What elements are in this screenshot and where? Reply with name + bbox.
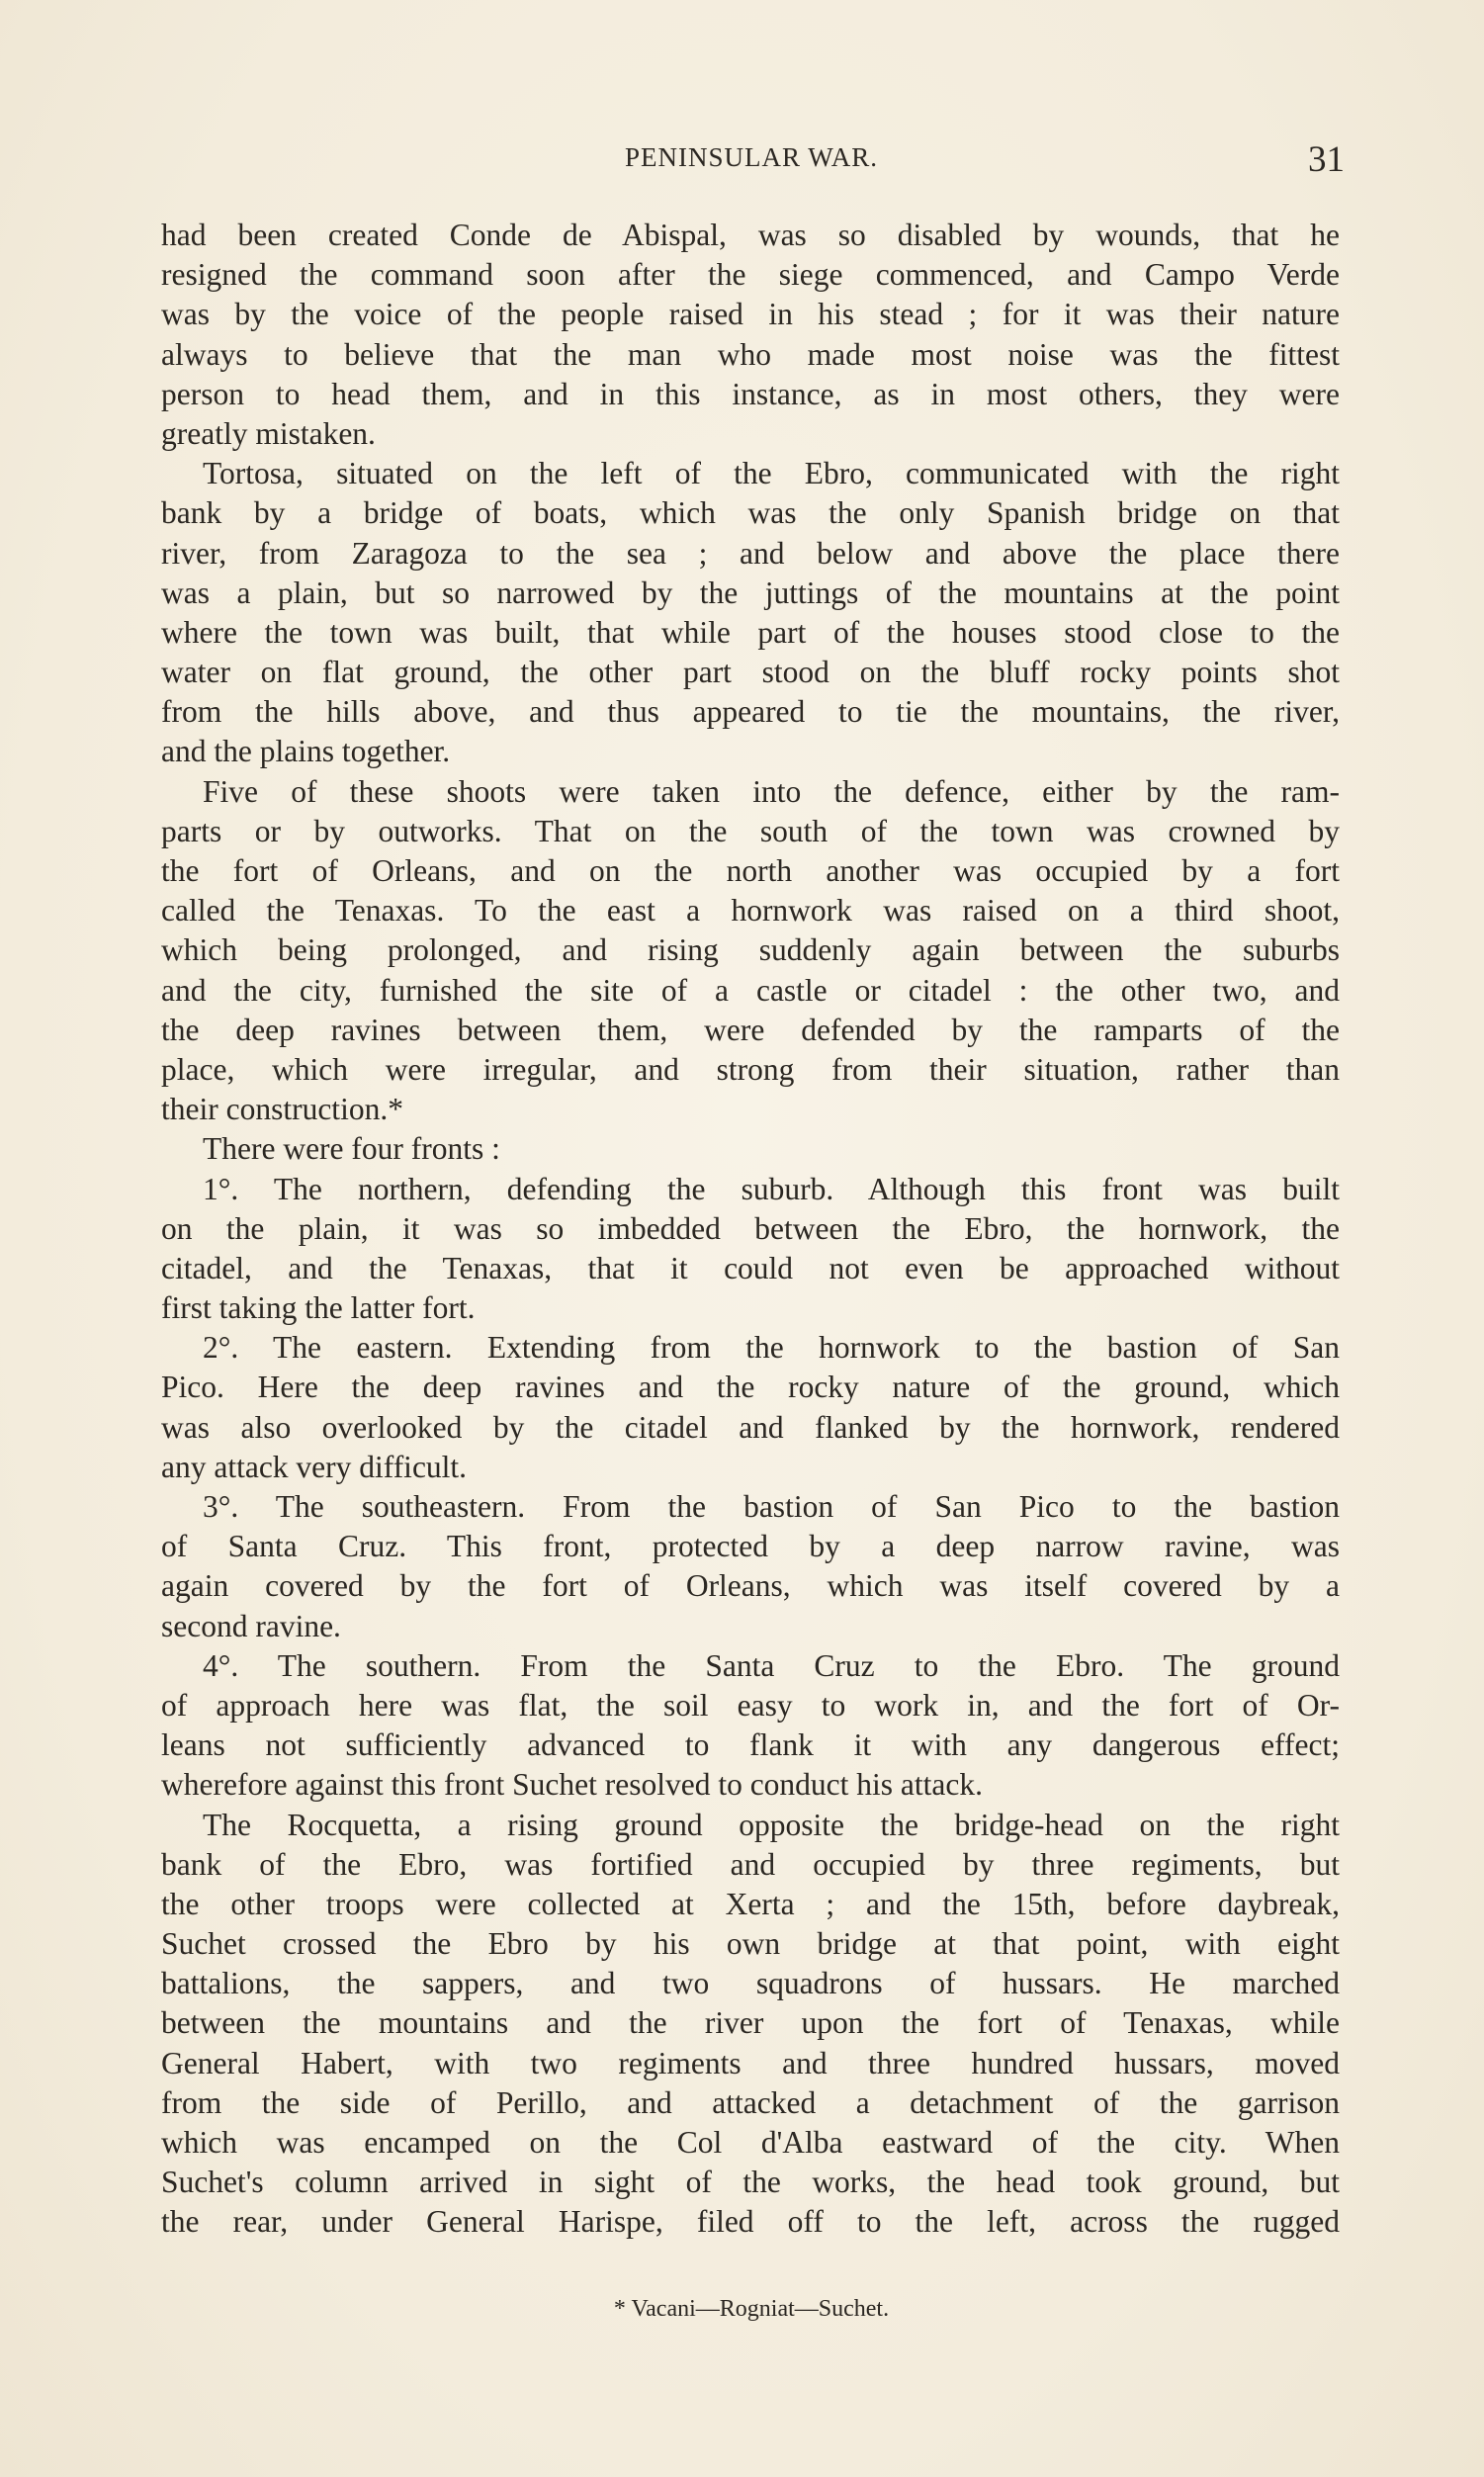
text-line: second ravine. — [161, 1608, 341, 1643]
text-line: 3°. The southeastern. From the bastion of San Pico to the bastion — [203, 1489, 1340, 1524]
text-line: the fort of Orleans, and on the north another was occupied by a fort — [161, 853, 1340, 888]
text-line: Suchet crossed the Ebro by his own bridge at that point, with eight — [161, 1926, 1340, 1962]
text-line: of approach here was flat, the soil easy to work in, and the fort of Or- — [161, 1687, 1340, 1723]
text-line: was also overlooked by the citadel and flanked by the hornwork, rendered — [161, 1409, 1340, 1445]
text-line: water on flat ground, the other part stood on the bluff rocky points shot — [161, 655, 1340, 690]
text-line: Tortosa, situated on the left of the Ebro, communicated with the right — [203, 456, 1340, 491]
text-line: first taking the latter fort. — [161, 1290, 476, 1326]
text-line: resigned the command soon after the siege commenced, and Campo Verde — [161, 257, 1340, 293]
text-line: from the side of Perillo, and attacked a detachment of the garrison — [161, 2084, 1340, 2120]
body-text — [161, 216, 1340, 2243]
text-line: Pico. Here the deep ravines and the rocky nature of the ground, which — [161, 1370, 1340, 1405]
text-line: Five of these shoots were taken into the defence, either by the ram- — [203, 773, 1340, 809]
text-line: 2°. The eastern. Extending from the hornwork to the bastion of San — [203, 1330, 1340, 1366]
text-line: The Rocquetta, a rising ground opposite the bridge-head on the right — [203, 1807, 1340, 1842]
text-line: Suchet's column arrived in sight of the works, the head took ground, but — [161, 2165, 1340, 2200]
text-line: the rear, under General Harispe, filed off to the left, across the rugged — [161, 2204, 1340, 2240]
text-line: any attack very difficult. — [161, 1449, 468, 1484]
text-line: from the hills above, and thus appeared to tie the mountains, the river, — [161, 694, 1340, 730]
text-line: bank by a bridge of boats, which was the only Spanish bridge on that — [161, 495, 1340, 531]
footnote: * Vacani—Rogniat—Suchet. — [613, 2296, 890, 2322]
text-line: wherefore against this front Suchet resolved to conduct his attack. — [161, 1767, 983, 1803]
text-line: General Habert, with two regiments and three hundred hussars, moved — [161, 2045, 1340, 2080]
text-line: the other troops were collected at Xerta ; and the 15th, before daybreak, — [161, 1886, 1340, 1921]
text-line: greatly mistaken. — [161, 415, 376, 451]
page-number: 31 — [1308, 139, 1345, 180]
text-line: was a plain, but so narrowed by the juttings of the mountains at the point — [161, 575, 1340, 610]
text-line: between the mountains and the river upon the fort of Tenaxas, while — [161, 2005, 1340, 2041]
text-line: which being prolonged, and rising suddenly again between the suburbs — [161, 932, 1340, 968]
text-line: again covered by the fort of Orleans, which was itself covered by a — [161, 1568, 1340, 1604]
text-line: bank of the Ebro, was fortified and occupied by three regiments, but — [161, 1846, 1340, 1882]
text-line: of Santa Cruz. This front, protected by a deep narrow ravine, was — [161, 1529, 1340, 1564]
text-line: parts or by outworks. That on the south of the town was crowned by — [161, 813, 1340, 848]
text-line: and the plains together. — [161, 734, 451, 769]
text-line: was by the voice of the people raised in his stead ; for it was their nature — [161, 297, 1340, 332]
running-head — [158, 138, 1345, 182]
text-line: had been created Conde de Abispal, was so disabled by wounds, that he — [161, 218, 1340, 252]
text-line: There were four fronts : — [203, 1131, 500, 1167]
text-line: 4°. The southern. From the Santa Cruz to the Ebro. The ground — [203, 1647, 1340, 1683]
text-line: battalions, the sappers, and two squadrons of hussars. He marched — [161, 1966, 1340, 2001]
text-line: river, from Zaragoza to the sea ; and below and above the place there — [161, 535, 1340, 571]
text-line: their construction.* — [161, 1092, 403, 1127]
text-line: place, which were irregular, and strong from their situation, rather than — [161, 1051, 1340, 1087]
text-line: and the city, furnished the site of a castle or citadel : the other two, and — [161, 972, 1340, 1008]
text-line: always to believe that the man who made most noise was the fittest — [161, 336, 1340, 372]
text-line: leans not sufficiently advanced to flank it with any dangerous effect; — [161, 1727, 1340, 1763]
text-line: which was encamped on the Col d'Alba eastward of the city. When — [161, 2125, 1340, 2160]
text-line: where the town was built, that while part of the houses stood close to the — [161, 614, 1340, 650]
text-line: person to head them, and in this instance, as in most others, they were — [161, 376, 1340, 411]
text-line: called the Tenaxas. To the east a hornwork was raised on a third shoot, — [161, 893, 1340, 929]
text-line: citadel, and the Tenaxas, that it could not even be approached without — [161, 1250, 1340, 1285]
text-line: the deep ravines between them, were defended by the ramparts of the — [161, 1012, 1340, 1047]
running-title: PENINSULAR WAR. — [624, 142, 879, 172]
text-line: on the plain, it was so imbedded between the Ebro, the hornwork, the — [161, 1210, 1340, 1246]
text-line: 1°. The northern, defending the suburb. Although this front was built — [203, 1171, 1340, 1206]
